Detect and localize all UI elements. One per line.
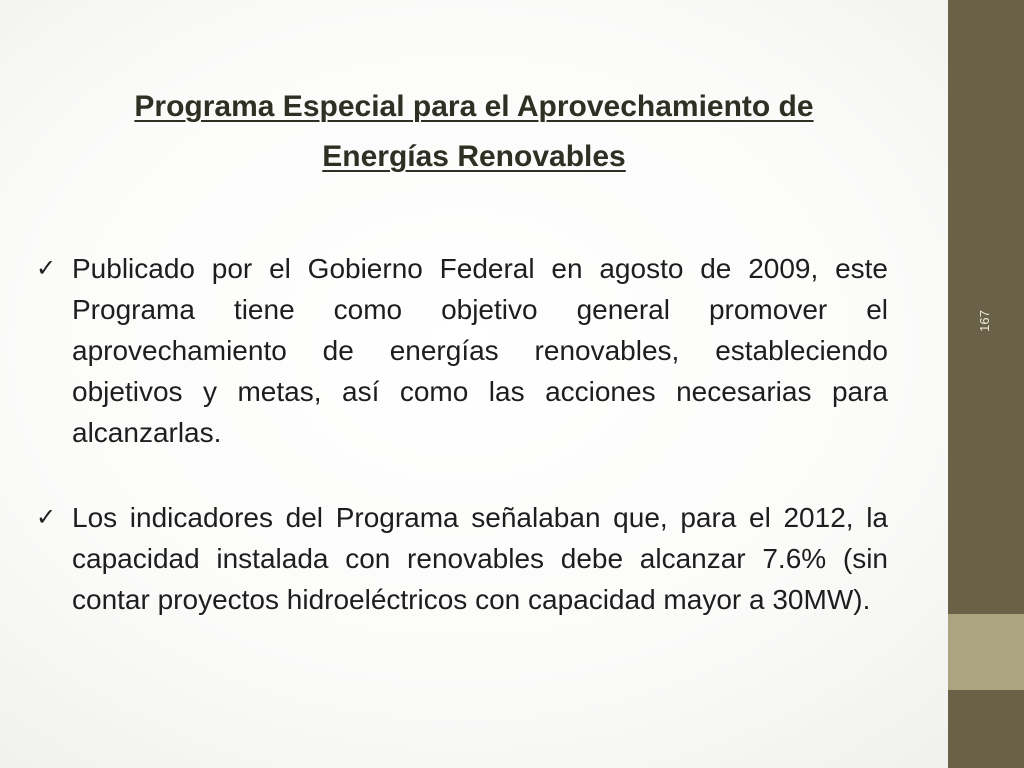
bullet-text-publication: Publicado por el Gobierno Federal en agosto de 2009, este Programa tiene como objetivo general promover el aprovechamiento de energías renovables, estableciendo objetivos y metas, así como las acciones necesarias para alcanzarlas. [72, 253, 888, 448]
page-number: 167 [977, 310, 992, 332]
right-sidebar [948, 0, 1024, 768]
title-line-1: Programa Especial para el Aprovechamiento de [134, 90, 814, 123]
slide-title [0, 82, 948, 182]
title-line-2: Energías Renovables [322, 140, 626, 173]
bullet-list [36, 248, 888, 664]
bullet-item-indicators [36, 497, 888, 620]
bullet-item-publication [36, 248, 888, 453]
check-icon: ✓ [36, 254, 57, 282]
bullet-text-indicators: Los indicadores del Programa señalaban que, para el 2012, la capacidad instalada con renovables debe alcanzar 7.6% (sin contar proyectos hidroeléctricos con capacidad mayor a 30MW). [72, 502, 888, 615]
check-icon: ✓ [36, 503, 57, 531]
sidebar-accent-block [948, 614, 1024, 690]
